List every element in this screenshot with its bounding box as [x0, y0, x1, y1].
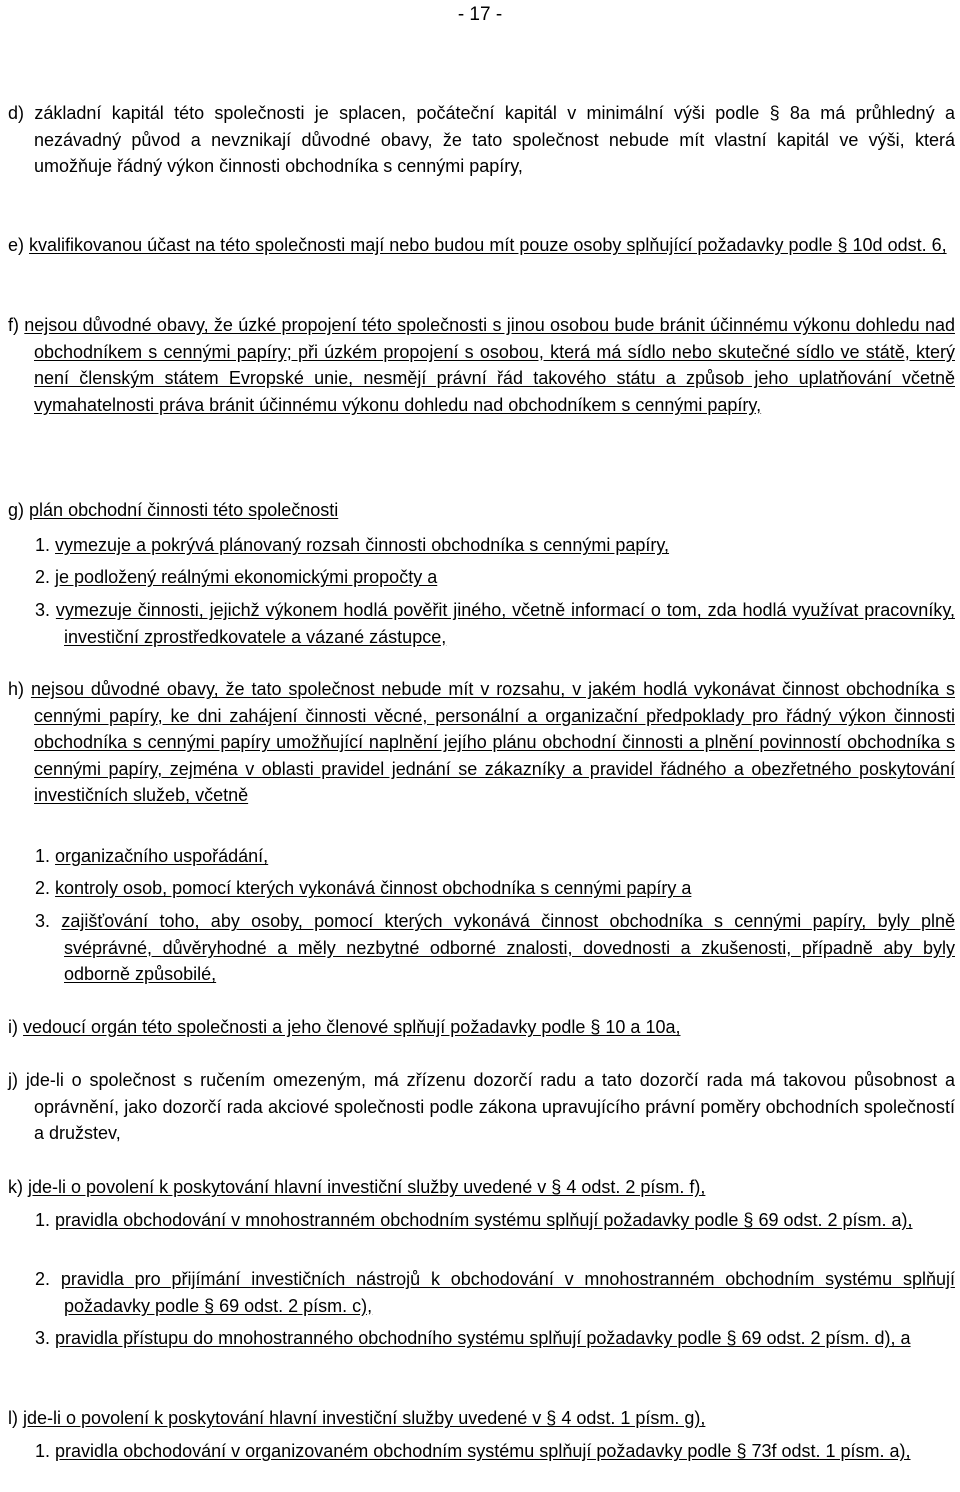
sub-text: pravidla pro přijímání investičních nástrojů k obchodování v mnohostranném obchodním systému splňují požadavky podle § 69 odst. 2 písm. c), [60, 1269, 955, 1316]
sub-text: pravidla obchodování v mnohostranném obchodním systému splňují požadavky podle § 69 odst. 2 písm. a), [55, 1210, 913, 1230]
item-letter: k) [8, 1177, 23, 1197]
item-text: kvalifikovanou účast na této společnosti mají nebo budou mít pouze osoby splňující požadavky podle § 10d odst. 6, [29, 235, 947, 255]
paragraph-d [8, 100, 955, 180]
sub-text: zajišťování toho, aby osoby, pomocí kterých vykonává činnost obchodníka s cennými papíry, byly plně svéprávné, důvěryhodné a měly nezbytné odborné znalosti, dovednosti a zkušenosti, případně aby byly odborně způsobilé, [61, 911, 955, 985]
item-text: nejsou důvodné obavy, že úzké propojení této společnosti s jinou osobou bude bránit účinnému výkonu dohledu nad obchodníkem s cennými papíry; při úzkém propojení s osobou, která má sídlo nebo skutečné sídlo ve státě, který není členským státem Evropské unie, nesmějí právní řád takového státu a způsob jeho uplatňování včetně vymahatelnosti práva bránit účinnému výkonu dohledu nad obchodníkem s cennými papíry, [24, 315, 955, 415]
sub-number: 2. [35, 1269, 51, 1289]
item-text: plán obchodní činnosti této společnosti [29, 500, 339, 520]
sub-number: 1. [35, 535, 51, 555]
paragraph-k-sub-2 [35, 1266, 955, 1319]
sub-number: 1. [35, 1441, 51, 1461]
paragraph-k-sub-3 [35, 1325, 955, 1352]
sub-text: vymezuje a pokrývá plánovaný rozsah činnosti obchodníka s cennými papíry, [55, 535, 670, 555]
item-letter: e) [8, 235, 25, 255]
sub-text: organizačního uspořádání, [55, 846, 269, 866]
paragraph-h-sub-2 [35, 875, 955, 902]
item-letter: j) [8, 1070, 18, 1090]
item-letter: d) [8, 103, 25, 123]
sub-number: 3. [35, 600, 51, 620]
item-text: jde-li o společnost s ručením omezeným, má zřízenu dozorčí radu a tato dozorčí rada má takovou působnost a oprávnění, jako dozorčí rada akciové společnosti podle zákona upravujícího právní poměry obchodních společností a družstev, [25, 1070, 955, 1144]
sub-text: pravidla přístupu do mnohostranného obchodního systému splňují požadavky podle § 69 odst. 2 písm. d), a [55, 1328, 911, 1348]
item-text: základní kapitál této společnosti je splacen, počáteční kapitál v minimální výši podle § 8a má průhledný a nezávadný původ a nevznikají důvodné obavy, že tato společnost nebude mít vlastní kapitál ve výši, která umožňuje řádný výkon činnosti obchodníka s cennými papíry, [34, 103, 955, 177]
item-text: jde-li o povolení k poskytování hlavní investiční služby uvedené v § 4 odst. 1 písm. g), [23, 1408, 706, 1428]
item-text: nejsou důvodné obavy, že tato společnost nebude mít v rozsahu, v jakém hodlá vykonávat činnost obchodníka s cennými papíry, ke dni zahájení činnosti věcné, personální a organizační předpoklady pro řádný výkon činnosti obchodníka s cennými papíry umožňující naplnění jejího plánu obchodní činnosti a plnění povinností obchodníka s cennými papíry, zejména v oblasti pravidel jednání se zákazníky a pravidel řádného a obezřetného poskytování investičních služeb, včetně [30, 679, 955, 806]
paragraph-g-sub-1 [35, 532, 955, 559]
paragraph-i [8, 1014, 955, 1041]
item-letter: g) [8, 500, 25, 520]
paragraph-e [8, 232, 955, 259]
sub-text: je podložený reálnými ekonomickými propočty a [55, 567, 438, 587]
paragraph-k [8, 1174, 955, 1201]
sub-number: 2. [35, 567, 51, 587]
paragraph-h [8, 676, 955, 809]
item-letter: l) [8, 1408, 18, 1428]
paragraph-g [8, 497, 955, 524]
item-text: vedoucí orgán této společnosti a jeho členové splňují požadavky podle § 10 a 10a, [23, 1017, 681, 1037]
paragraph-g-sub-2 [35, 564, 955, 591]
paragraph-j [8, 1067, 955, 1147]
sub-text: kontroly osob, pomocí kterých vykonává činnost obchodníka s cennými papíry a [55, 878, 692, 898]
sub-number: 3. [35, 1328, 51, 1348]
sub-number: 2. [35, 878, 51, 898]
item-letter: f) [8, 315, 19, 335]
paragraph-g-sub-3 [35, 597, 955, 650]
page-number: - 17 - [457, 4, 503, 25]
paragraph-h-sub-1 [35, 843, 955, 870]
item-letter: i) [8, 1017, 18, 1037]
paragraph-h-sub-3 [35, 908, 955, 988]
sub-text: pravidla obchodování v organizovaném obchodním systému splňují požadavky podle § 73f odst. 1 písm. a), [55, 1441, 911, 1461]
sub-number: 3. [35, 911, 51, 931]
paragraph-l [8, 1405, 955, 1432]
sub-number: 1. [35, 846, 51, 866]
paragraph-k-sub-1 [35, 1207, 955, 1234]
sub-number: 1. [35, 1210, 51, 1230]
paragraph-l-sub-1 [35, 1438, 955, 1465]
paragraph-f [8, 312, 955, 418]
item-text: jde-li o povolení k poskytování hlavní investiční služby uvedené v § 4 odst. 2 písm. f), [28, 1177, 706, 1197]
sub-text: vymezuje činnosti, jejichž výkonem hodlá pověřit jiného, včetně informací o tom, zda hodlá využívat pracovníky, investiční zprostředkovatele a vázané zástupce, [55, 600, 955, 647]
item-letter: h) [8, 679, 25, 699]
